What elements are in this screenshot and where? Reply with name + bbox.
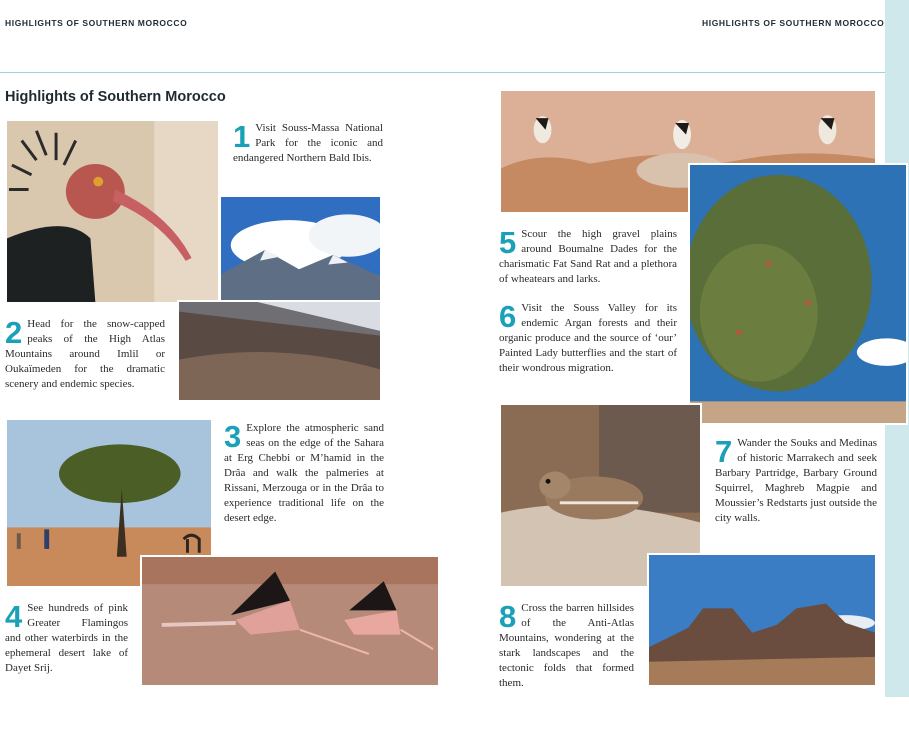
highlight-3-number: 3	[224, 419, 242, 454]
highlight-8	[499, 601, 634, 691]
running-header-left: HIGHLIGHTS OF SOUTHERN MOROCCO	[5, 18, 188, 28]
photo-high-atlas-slopes	[177, 300, 382, 402]
highlight-4-text: See hundreds of pink Greater Flamingos and other waterbirds in the ephemeral desert lake of Dayet Srij.	[5, 602, 128, 674]
highlight-5	[499, 227, 677, 287]
photo-high-atlas-sky	[219, 195, 382, 305]
highlight-2-number: 2	[5, 315, 23, 350]
highlight-1	[233, 121, 383, 166]
header-rule	[0, 72, 885, 73]
photo-argan-tree	[688, 163, 908, 425]
highlight-4	[5, 601, 128, 676]
highlight-2-text: Head for the snow-capped peaks of the High Atlas Mountains around Imlil or Oukaïmeden for the dramatic scenery and endemic species.	[5, 318, 165, 390]
photo-flamingos	[140, 555, 440, 687]
highlight-3	[224, 421, 384, 526]
highlight-6	[499, 301, 677, 376]
highlight-5-text: Scour the high gravel plains around Boumalne Dades for the charismatic Fat Sand Rat and a plethora of wheatears and larks.	[499, 228, 677, 285]
running-header-right: HIGHLIGHTS OF SOUTHERN MOROCCO	[702, 18, 885, 28]
highlight-4-number: 4	[5, 599, 23, 634]
highlight-7	[715, 436, 877, 526]
highlight-3-text: Explore the atmospheric sand seas on the edge of the Sahara at Erg Chebbi or M’hamid in the Drâa and walk the palmeries at Rissani, Merzouga or in the Drâa to experience traditional life on the desert edge.	[224, 422, 384, 524]
photo-bald-ibis	[5, 119, 220, 304]
highlight-1-text: Visit Souss-Massa National Park for the iconic and endangered Northern Bald Ibis.	[233, 122, 383, 164]
highlight-8-text: Cross the barren hillsides of the Anti-Atlas Mountains, wondering at the stark landscapes and the tectonic folds that formed them.	[499, 602, 634, 689]
highlight-8-number: 8	[499, 599, 517, 634]
highlight-5-number: 5	[499, 225, 517, 260]
photo-anti-atlas	[647, 553, 877, 687]
highlight-6-text: Visit the Souss Valley for its endemic Argan forests and their organic produce and the source of ‘our’ Painted Lady butterflies and the start of their wondrous migration.	[499, 302, 677, 374]
highlight-1-number: 1	[233, 119, 251, 154]
page-title: Highlights of Southern Morocco	[5, 89, 226, 105]
highlight-7-number: 7	[715, 434, 733, 469]
highlight-6-number: 6	[499, 299, 517, 334]
highlight-7-text: Wander the Souks and Medinas of historic Marrakech and seek Barbary Partridge, Barbary Ground Squirrel, Maghreb Magpie and Moussier’s Redstarts just outside the city walls.	[715, 437, 877, 524]
highlight-2	[5, 317, 165, 392]
